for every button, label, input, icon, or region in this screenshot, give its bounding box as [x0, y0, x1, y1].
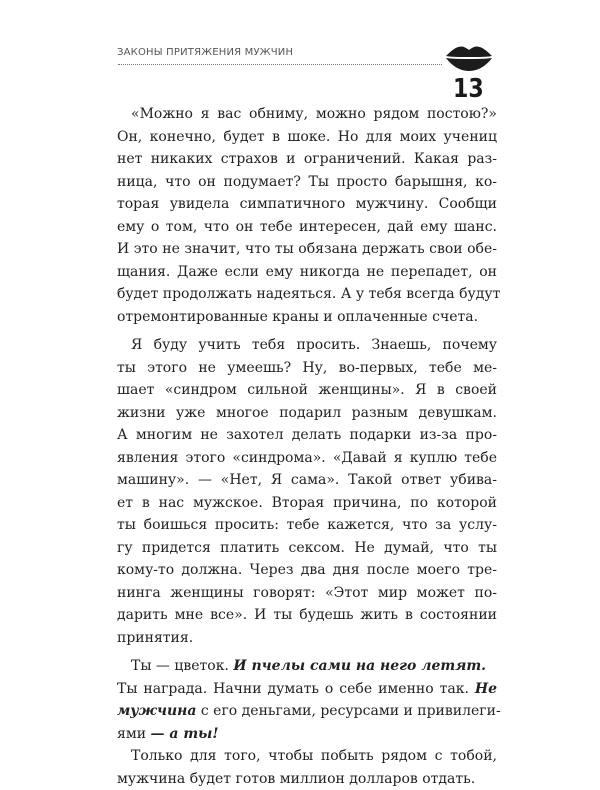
paragraph-4	[117, 745, 497, 790]
text-line: А многим не захотел делать подарки из-за про-	[117, 424, 497, 447]
text-line: «Можно я вас обниму, можно рядом постою?»	[117, 103, 497, 126]
text-line: Я буду учить тебя просить. Знаешь, почему	[117, 334, 497, 357]
text-line: жизни уже многое подарил разным девушкам.	[117, 402, 497, 425]
text-line: ему о том, что он тебе интересен, дай ему шанс.	[117, 216, 497, 239]
body-text	[117, 103, 497, 790]
text-line: торая увидела симпатичного мужчину. Сообщи	[117, 193, 497, 216]
text-line: ты этого не умеешь? Ну, во-первых, тебе ме-	[117, 357, 497, 380]
emphasis-text: Не	[475, 681, 497, 697]
plain-text: с его деньгами, ресурсами и привилеги-	[196, 703, 500, 719]
plain-text: ями	[117, 726, 151, 742]
text-line: Только для того, чтобы побыть рядом с тобой,	[117, 745, 497, 768]
text-line: щания. Даже если ему никогда не перепадет, он	[117, 261, 497, 284]
text-line: кому-то должна. Через два дня после моего тре-	[117, 559, 497, 582]
lips-icon	[444, 43, 494, 73]
text-line: шает «синдром сильной женщины». Я в своей	[117, 379, 497, 402]
text-line: отремонтированные краны и оплаченные счета.	[117, 306, 497, 329]
text-line	[117, 678, 497, 701]
emphasis-text: мужчина	[117, 703, 196, 719]
emphasis-text: И пчелы сами на него летят.	[233, 658, 486, 674]
text-line: нинга женщины говорят: «Этот мир может по-	[117, 582, 497, 605]
paragraph-2	[117, 334, 497, 649]
emphasis-text: — а ты!	[151, 726, 219, 742]
text-line: явления этого «синдрома». «Давай я куплю тебе	[117, 447, 497, 470]
text-line	[117, 700, 497, 723]
header-dotted-rule	[118, 64, 442, 65]
plain-text: Ты награда. Начни думать о себе именно так.	[117, 681, 475, 697]
text-line	[117, 723, 497, 746]
text-line: машину». — «Нет, Я сама». Такой ответ убива-	[117, 469, 497, 492]
paragraph-1	[117, 103, 497, 328]
text-line: будет продолжать надеяться. А у тебя всегда будут	[117, 283, 497, 306]
text-line: нет никаких страхов и ограничений. Какая раз-	[117, 148, 497, 171]
paragraph-3	[117, 655, 497, 745]
text-line: принятия.	[117, 627, 497, 650]
text-line: ет в нас мужское. Вторая причина, по которой	[117, 492, 497, 515]
text-line: мужчина будет готов миллион долларов отдать.	[117, 768, 497, 790]
text-line	[117, 655, 497, 678]
text-line: И это не значит, что ты обязана держать свои обе-	[117, 238, 497, 261]
text-line: ница, что он подумает? Ты просто барышня, ко-	[117, 171, 497, 194]
page-number: 13	[453, 74, 484, 104]
text-line: гу придется платить сексом. Не думай, что ты	[117, 537, 497, 560]
text-line: Он, конечно, будет в шоке. Но для моих учениц	[117, 126, 497, 149]
text-line: дарить мне все». И ты будешь жить в состоянии	[117, 604, 497, 627]
text-line: ты боишься просить: тебе кажется, что за услу-	[117, 514, 497, 537]
running-header-title: ЗАКОНЫ ПРИТЯЖЕНИЯ МУЖЧИН	[117, 47, 293, 58]
plain-text: Ты — цветок.	[131, 658, 233, 674]
